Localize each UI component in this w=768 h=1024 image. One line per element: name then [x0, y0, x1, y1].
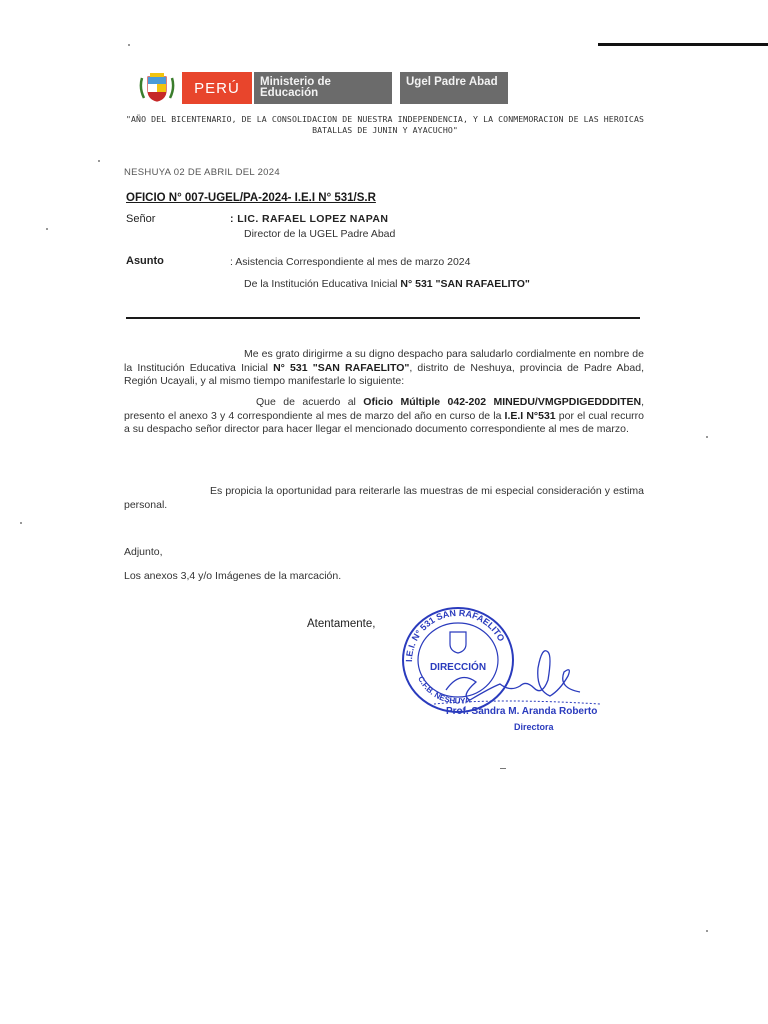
p3-text: Es propicia la oportunidad para reiterarle las muestras de mi especial consideración y estima personal. [124, 485, 644, 511]
p2-oficio: Oficio Múltiple 042-202 MINEDU/VMGPDIGEDDDITEN [363, 396, 642, 408]
p1-text-a: Me es grato dirigirme a su digno despacho para saludarlo cordialmente en nombre de la Institución Educativa Inicial [124, 348, 644, 374]
p2-text-e: por el cual recurro a su despacho señor director para hacer llegar el mencionado documento correspondiente al mes de marzo. [124, 409, 645, 435]
scan-speck [98, 160, 100, 162]
body-paragraph-3 [124, 485, 644, 512]
peru-coat-of-arms-icon [138, 72, 176, 104]
ugel-label: Ugel Padre Abad [400, 72, 508, 104]
subject-line-2 [244, 278, 530, 290]
letter-reference: OFICIO N° 007-UGEL/PA-2024- I.E.I N° 531/S.R [126, 192, 376, 204]
scan-edge-line [598, 43, 768, 46]
scan-speck [20, 522, 22, 524]
scan-speck [128, 44, 130, 46]
p2-text-c: , presento el anexo 3 y 4 correspondiente al mes de marzo del año en curso de la [124, 396, 644, 422]
seal-ring-text: I.E.I. N° 531 SAN RAFAELITO [403, 607, 507, 663]
signatory-name: Prof. Sandra M. Aranda Roberto [446, 706, 598, 717]
p1-school: N° 531 "SAN RAFAELITO" [273, 361, 410, 374]
subject-line-2-text: De la Institución Educativa Inicial [244, 278, 401, 290]
p2-iei: I.E.I N°531 [504, 409, 556, 422]
peru-label: PERÚ [182, 72, 252, 104]
recipient-name: : LIC. RAFAEL LOPEZ NAPAN [230, 213, 389, 225]
p1-text-c: , distrito de Neshuya, provincia de Padre Abad, Región Ucayali, y al mismo tiempo manifestarle lo siguiente: [124, 361, 644, 387]
ministry-label: Ministerio de Educación [254, 72, 392, 104]
scan-speck [706, 930, 708, 932]
p2-text-a: Que de acuerdo al [256, 396, 364, 408]
closing-text: Atentamente, [307, 618, 376, 630]
scan-speck [46, 228, 48, 230]
seal-center-text: DIRECCIÓN [429, 662, 487, 673]
scan-speck [500, 768, 506, 769]
subject-label: Asunto [126, 255, 164, 267]
scan-speck [706, 436, 708, 438]
seal-bottom-text: C.F.B. NESHUYA [416, 674, 472, 706]
attachments-label: Adjunto, [124, 546, 163, 558]
attachments-text: Los anexos 3,4 y/o Imágenes de la marcación. [124, 570, 342, 582]
recipient-label: Señor [126, 213, 156, 225]
signatory-role: Directora [514, 722, 554, 732]
subject-school-name: N° 531 "SAN RAFAELITO" [400, 278, 530, 290]
year-motto: "AÑO DEL BICENTENARIO, DE LA CONSOLIDACION DE NUESTRA INDEPENDENCIA, Y LA CONMEMORACION DE LAS HEROICAS BATALLAS DE JUNIN Y AYACUCHO" [125, 114, 645, 135]
body-paragraph-1 [124, 348, 644, 389]
subject-line-1: : Asistencia Correspondiente al mes de marzo 2024 [230, 256, 471, 268]
separator-line [126, 317, 640, 319]
body-paragraph-2 [124, 396, 644, 437]
letterhead-banner [138, 72, 508, 104]
letter-date: NESHUYA 02 DE ABRIL DEL 2024 [124, 167, 280, 178]
recipient-role: Director de la UGEL Padre Abad [244, 228, 396, 240]
